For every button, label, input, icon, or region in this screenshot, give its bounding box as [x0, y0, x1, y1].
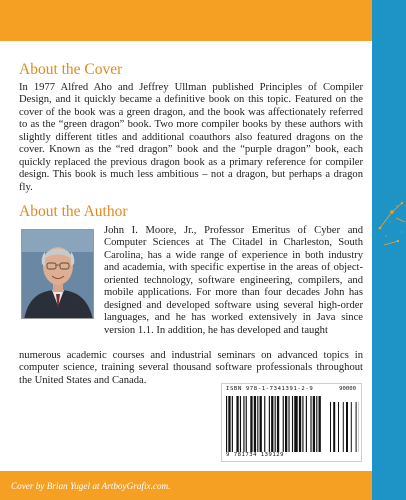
author-section-heading: About the Author — [19, 203, 128, 220]
author-bio-text-beside-photo: John I. Moore, Jr., Professor Emeritus of Cyber and Computer Sciences at The Citadel in Charleston, South Carolina, has a wide range of experience in both industry and academia, with specific expertise in the areas of object-oriented technology, software engineering, compilers, and mobile applications. For more than four decades John has designed and developed software using several high-order languages, and he has worked extensively in Java since version 1.1. In addition, he has developed and taught — [104, 225, 363, 336]
barcode-bars — [226, 396, 359, 452]
spine-blue-band — [372, 0, 406, 500]
cover-section-heading: About the Cover — [19, 61, 123, 78]
isbn-barcode — [221, 383, 362, 462]
cover-section-text: In 1977 Alfred Aho and Jeffrey Ullman published Principles of Compiler Design, and it quickly became a definitive book on this topic. Featured on the cover of the book was a green dragon, and the book was affectionately referred to as the “green dragon” book. Two more compiler books by these authors with slightly different titles and additional coauthors also featured dragons on the cover. Known as the “red dragon” book and the “purple dragon” book, each quickly replaced the previous dragon book as a primary reference for compiler design. This book is much less ambitious – not a dragon, but perhaps a dragon fly. — [19, 82, 363, 193]
cover-credit: Cover by Brian Yugel at ArtboyGrafix.com. — [11, 481, 171, 491]
dragonfly-illustration — [372, 0, 406, 500]
barcode-price-code: 90000 — [339, 386, 356, 392]
isbn-label: ISBN 978-1-7341391-2-9 — [226, 386, 314, 392]
author-photo — [21, 229, 94, 319]
barcode-digits: 9 781734 139129 — [226, 452, 285, 458]
top-orange-band — [0, 0, 372, 41]
author-bio-text-continued: numerous academic courses and industrial seminars on advanced topics in computer science, training several thousand software professionals throughout the United States and Canada. — [19, 350, 363, 386]
